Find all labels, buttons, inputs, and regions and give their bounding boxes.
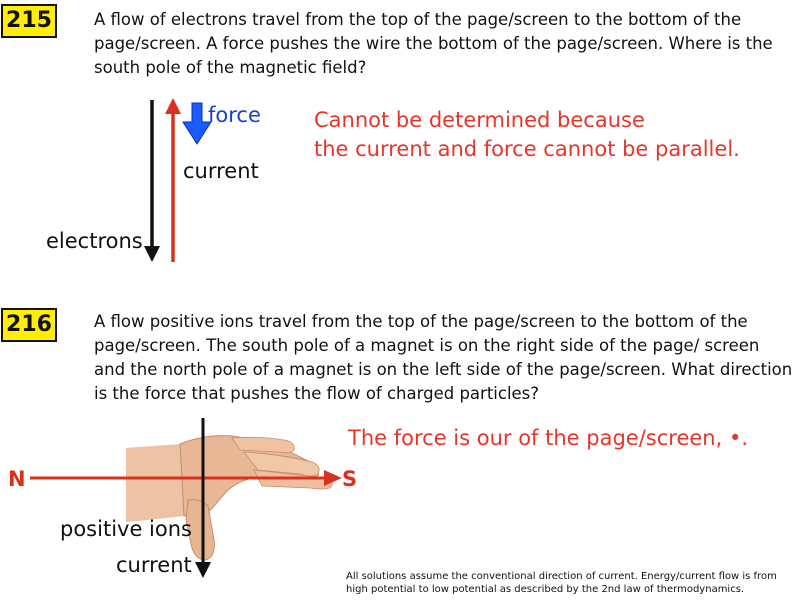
problem-number-215: 215 [1, 4, 57, 38]
north-pole-label: N [8, 467, 26, 491]
answer-215-line1: Cannot be determined because [314, 108, 645, 132]
electrons-arrow [144, 100, 160, 262]
force-label: force [208, 103, 261, 127]
problem-number-216: 216 [1, 308, 57, 342]
current-arrow-215 [165, 98, 181, 262]
answer-216: The force is our of the page/screen, •. [348, 426, 749, 450]
south-pole-label: S [342, 467, 358, 491]
footnote: All solutions assume the conventional direction of current. Energy/current flow is from high potential to low potential as described by the 2nd law of thermodynamics. [346, 571, 777, 595]
positive-ions-label: positive ions [60, 517, 192, 541]
question-216-text: A flow positive ions travel from the top of the page/screen to the bottom of the page/screen. The south pole of a magnet is on the right side of the page/ screen and the north pole of a magnet is on the left side of the page/screen. What direction is the force that pushes the flow of charged particles? [94, 312, 793, 403]
current-label-215: current [183, 159, 259, 183]
force-arrow [183, 103, 211, 144]
question-215-text: A flow of electrons travel from the top of the page/screen to the bottom of the page/screen. A force pushes the wire the bottom of the page/screen. Where is the south pole of the magnetic field? [94, 10, 773, 77]
electrons-label: electrons [46, 229, 143, 253]
right-hand-illustration [126, 436, 332, 560]
current-label-216: current [116, 553, 192, 577]
answer-215-line2: the current and force cannot be parallel. [314, 137, 740, 161]
